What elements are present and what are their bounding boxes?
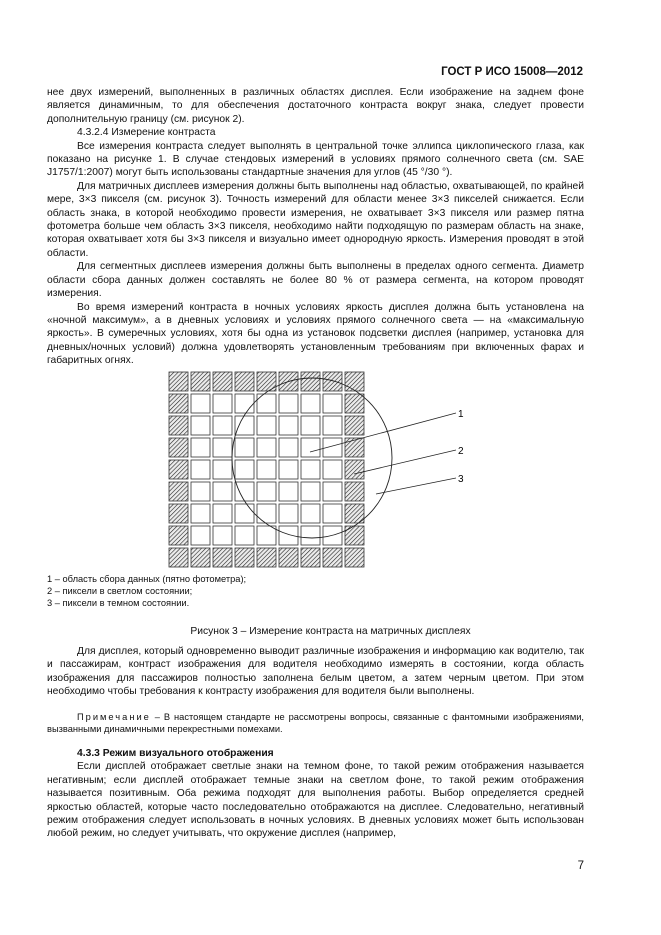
light-pixel (257, 482, 276, 501)
light-pixel (323, 394, 342, 413)
light-pixel (279, 438, 298, 457)
light-pixel (235, 394, 254, 413)
paragraph: нее двух измерений, выполненных в различных областях дисплея. Если изображение на заднем фоне является динамичным, то для обеспечения достаточного контраста вокруг знака, следует провести дополнительную границу (см. рисунок 2). (47, 87, 584, 125)
dark-pixel (345, 372, 364, 391)
light-pixel (301, 526, 320, 545)
dark-pixel (169, 372, 188, 391)
text-block-bottom (47, 645, 584, 841)
light-pixel (235, 526, 254, 545)
light-pixel (323, 504, 342, 523)
paragraph: Для дисплея, который одновременно выводит различные изображения и информацию как водителю, так и пассажирам, контраст изображения для водителя необходимо измерять в состоянии, когда область изображения для пассажиров полностью заполнена белым цветом, а затем черным цветом. При этом необходимо чтобы требования к контрасту изображения для водителя были выполнены. (47, 646, 584, 698)
light-pixel (235, 460, 254, 479)
light-pixel (213, 438, 232, 457)
dark-pixel (345, 526, 364, 545)
light-pixel (279, 504, 298, 523)
light-pixel (279, 526, 298, 545)
light-pixel (323, 416, 342, 435)
light-pixel (301, 482, 320, 501)
light-pixel (213, 394, 232, 413)
dark-pixel (345, 394, 364, 413)
light-pixel (301, 504, 320, 523)
paragraph: Для сегментных дисплеев измерения должны быть выполнены в пределах одного сегмента. Диаметр области сбора данных должен составлять не более 80 % от размера сегмента, на котором проводят измерения. (47, 261, 584, 300)
light-pixel (213, 460, 232, 479)
light-pixel (257, 438, 276, 457)
dark-pixel (345, 438, 364, 457)
light-pixel (235, 416, 254, 435)
dark-pixel (169, 460, 188, 479)
light-pixel (235, 482, 254, 501)
document-header: ГОСТ Р ИСО 15008—2012 (441, 66, 583, 78)
dark-pixel (169, 438, 188, 457)
light-pixel (191, 438, 210, 457)
legend-item: 3 – пиксели в темном состоянии. (47, 598, 190, 608)
light-pixel (301, 438, 320, 457)
light-pixel (191, 526, 210, 545)
section-heading: 4.3.3 Режим визуального отображения (77, 748, 274, 760)
dark-pixel (345, 460, 364, 479)
callout-label: 1 (458, 409, 464, 420)
note-text: – В настоящем стандарте не рассмотрены вопросы, связанные с фантомными изображениями, вызванными динамичными перекрестными помехами. (47, 711, 584, 734)
dark-pixel (235, 372, 254, 391)
dark-pixel (213, 372, 232, 391)
dark-pixel (257, 548, 276, 567)
light-pixel (323, 460, 342, 479)
dark-pixel (345, 482, 364, 501)
legend-item: 2 – пиксели в светлом состоянии; (47, 586, 193, 596)
light-pixel (191, 460, 210, 479)
dark-pixel (169, 482, 188, 501)
dark-pixel (345, 548, 364, 567)
callout-label: 3 (458, 474, 464, 485)
light-pixel (323, 482, 342, 501)
note (47, 711, 584, 735)
dark-pixel (169, 416, 188, 435)
light-pixel (191, 416, 210, 435)
dark-pixel (169, 394, 188, 413)
light-pixel (213, 526, 232, 545)
light-pixel (213, 504, 232, 523)
figure-legend (47, 573, 246, 609)
paragraph: Для матричных дисплеев измерения должны быть выполнены над областью, охватывающей, по крайней мере, 3×3 пикселя (см. рисунок 3). Точность измерений для области менее 3×3 пикселей снижается. Если область знака, в которой необходимо провести измерения, не охватывает 3×3 пикселя или размер пятна фотометра больше чем область 3×3 пикселя, необходимо найти подходящую по размерам область на знаке, которая охватывает хотя бы 3×3 пикселя и визуально имеет однородную яркость. Измерения проводят в этой области. (47, 180, 584, 259)
paragraph: Если дисплей отображает светлые знаки на темном фоне, то такой режим отображения называется негативным; если дисплей отображает темные знаки на светлом фоне, то такой режим отображения называется позитивным. Оба режима подходят для выполнения работы. Выбор определяется средней яркостью областей, которые часто последовательно отображаются на дисплее. Следовательно, негативный режим отображения следует использовать в ночных условиях. В дневных условиях может быть использован любой режим, но следует учитывать, что окружение дисплея (например, (47, 761, 584, 840)
dark-pixel (191, 372, 210, 391)
dark-pixel (345, 504, 364, 523)
dark-pixel (169, 504, 188, 523)
light-pixel (279, 416, 298, 435)
light-pixel (213, 482, 232, 501)
light-pixel (279, 482, 298, 501)
pixel-matrix-figure (150, 366, 480, 572)
callout-line-3 (376, 478, 456, 494)
light-pixel (191, 482, 210, 501)
callout-label: 2 (458, 446, 464, 457)
light-pixel (301, 416, 320, 435)
dark-pixel (301, 372, 320, 391)
light-pixel (257, 460, 276, 479)
dark-pixel (169, 548, 188, 567)
light-pixel (213, 416, 232, 435)
light-pixel (279, 460, 298, 479)
light-pixel (191, 504, 210, 523)
dark-pixel (323, 372, 342, 391)
legend-item: 1 – область сбора данных (пятно фотометра); (47, 574, 247, 584)
dark-pixel (345, 416, 364, 435)
page-number: 7 (577, 860, 584, 872)
dark-pixel (279, 548, 298, 567)
paragraph: Во время измерений контраста в ночных условиях яркость дисплея должна быть установлена на «ночной максимум», а в дневных условиях и условиях прямого солнечного света — на «максимальную яркость». В сумеречных условиях, хотя бы одна из установок подсветки дисплея (например, установка для дневных/ночных условий) должна удовлетворять установленным требованиям при включенных фарах и габаритных огнях. (47, 301, 584, 367)
light-pixel (257, 504, 276, 523)
section-heading: 4.3.2.4 Измерение контраста (77, 127, 216, 139)
light-pixel (191, 394, 210, 413)
light-pixel (279, 394, 298, 413)
light-pixel (235, 504, 254, 523)
text-block-top (47, 86, 584, 368)
light-pixel (257, 526, 276, 545)
note-label: Примечание (77, 711, 151, 722)
dark-pixel (235, 548, 254, 567)
callout-line-2 (354, 450, 456, 474)
light-pixel (301, 394, 320, 413)
light-pixel (301, 460, 320, 479)
dark-pixel (191, 548, 210, 567)
dark-pixel (169, 526, 188, 545)
light-pixel (235, 438, 254, 457)
paragraph: Все измерения контраста следует выполнять в центральной точке эллипса циклопического глаза, как показано на рисунке 1. В случае стендовых измерений в условиях прямого солнечного света (см. SAE J1757/1:2007) могут быть использованы стандартные значения для углов (45 °/30 °). (47, 140, 584, 179)
dark-pixel (213, 548, 232, 567)
dark-pixel (301, 548, 320, 567)
dark-pixel (323, 548, 342, 567)
figure-caption: Рисунок 3 – Измерение контраста на матричных дисплеях (190, 626, 471, 637)
light-pixel (257, 416, 276, 435)
